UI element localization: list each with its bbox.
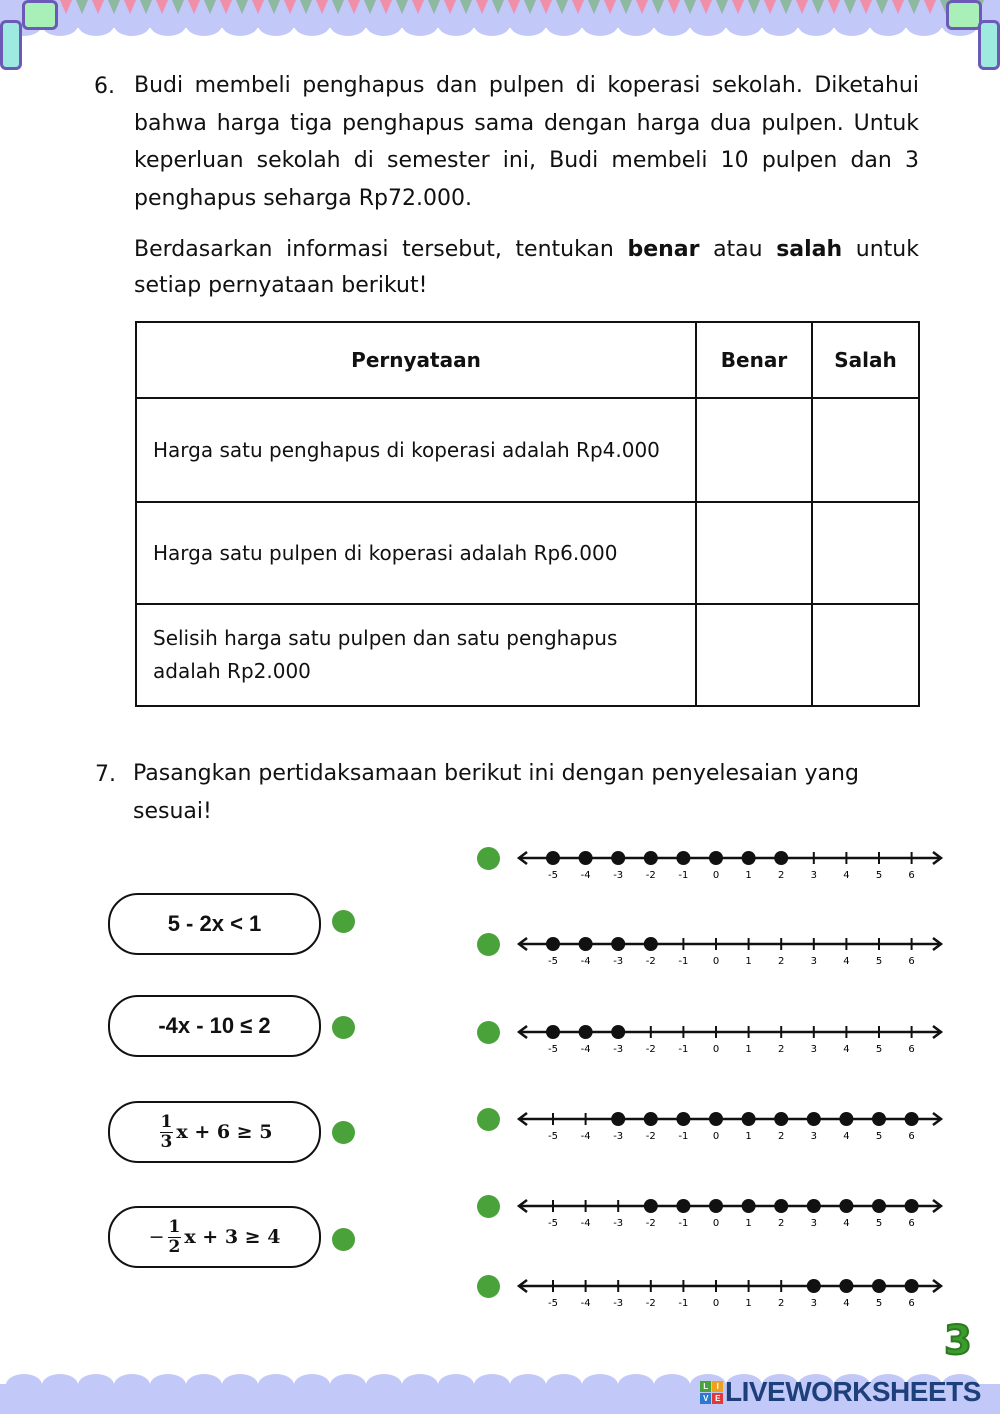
tick-label: -2 [645, 870, 656, 881]
bunting-flag [572, 0, 584, 14]
right-match-dot[interactable] [477, 1195, 500, 1218]
bunting-flag [524, 0, 536, 14]
tick-label: 0 [712, 1131, 720, 1142]
bunting-flag [236, 0, 248, 14]
inequality-math [157, 1113, 273, 1152]
instruction-text: atau [699, 237, 777, 262]
tick-label: 2 [778, 1131, 785, 1142]
solution-point [709, 1112, 723, 1126]
bunting-flag [860, 0, 872, 14]
question-6-number: 6. [94, 74, 115, 99]
solution-point [742, 851, 756, 865]
bunting-flag [300, 0, 312, 14]
bunting-flag [668, 0, 680, 14]
tick-label: -2 [645, 1044, 656, 1055]
instruction-salah: salah [776, 237, 843, 262]
fraction [168, 1218, 182, 1257]
bunting-flag [396, 0, 408, 14]
tick-label: -4 [580, 1131, 591, 1142]
denominator: 2 [168, 1236, 181, 1257]
solution-point [579, 851, 593, 865]
bunting-flag [364, 0, 376, 14]
tick-label: 0 [712, 1298, 720, 1309]
solution-point [742, 1112, 756, 1126]
inequality-box[interactable] [108, 893, 321, 955]
scallop-decoration [366, 1374, 402, 1396]
tick-label: 1 [745, 870, 752, 881]
solution-point [611, 937, 625, 951]
tick-label: 1 [745, 1044, 752, 1055]
solution-point [579, 937, 593, 951]
tick-label: -4 [580, 1298, 591, 1309]
tick-label: 1 [745, 1131, 752, 1142]
benar-checkbox[interactable] [696, 604, 812, 706]
solution-point [839, 1199, 853, 1213]
solution-point [611, 1112, 625, 1126]
solution-point [676, 851, 690, 865]
tick-label: -3 [613, 1044, 624, 1055]
tick-label: 4 [843, 1298, 850, 1309]
table-row [136, 398, 919, 502]
bunting-flag [620, 0, 632, 14]
scallop-decoration [78, 1374, 114, 1396]
question-7-number: 7. [95, 762, 116, 787]
scallop-decoration [510, 14, 546, 36]
tick-label: 6 [908, 870, 915, 881]
solution-point [774, 1199, 788, 1213]
minus-sign: − [148, 1226, 165, 1248]
tick-label: 4 [843, 870, 850, 881]
bunting-flag [188, 0, 200, 14]
scallop-decoration [690, 14, 726, 36]
scallop-decoration [546, 1374, 582, 1396]
right-match-dot[interactable] [477, 1108, 500, 1131]
right-match-dot[interactable] [477, 1021, 500, 1044]
header-pernyataan: Pernyataan [136, 322, 696, 398]
right-match-dot[interactable] [477, 847, 500, 870]
tick-label: -4 [580, 956, 591, 967]
tick-label: 3 [810, 1298, 817, 1309]
bunting-flag [748, 0, 760, 14]
bunting-flag [60, 0, 72, 14]
tick-label: -4 [580, 870, 591, 881]
bunting-flag [268, 0, 280, 14]
scallop-decoration [438, 1374, 474, 1396]
tick-label: -5 [548, 870, 558, 881]
numerator: 1 [160, 1111, 173, 1132]
statement-cell: Selisih harga satu pulpen dan satu penghapus adalah Rp2.000 [136, 604, 696, 706]
bunting-flag [556, 0, 568, 14]
tick-label: 4 [843, 1131, 850, 1142]
tick-label: 2 [778, 1218, 785, 1229]
solution-point [742, 1199, 756, 1213]
bunting-flag [492, 0, 504, 14]
tick-label: 2 [778, 1044, 785, 1055]
numerator: 1 [168, 1216, 181, 1237]
scallop-decoration [186, 14, 222, 36]
statement-cell: Harga satu penghapus di koperasi adalah Rp4.000 [136, 398, 696, 502]
bunting-flag [460, 0, 472, 14]
inequality-box[interactable] [108, 1101, 321, 1163]
tick-label: -2 [645, 1218, 656, 1229]
solution-point [905, 1199, 919, 1213]
inequality-rest: x + 6 ≥ 5 [176, 1121, 273, 1143]
scallop-decoration [6, 1374, 42, 1396]
scallop-decoration [330, 14, 366, 36]
bunting-flag [348, 0, 360, 14]
inequality-rest: x + 3 ≥ 4 [184, 1226, 281, 1248]
bunting-flag [156, 0, 168, 14]
mascot-right-lower-icon [978, 20, 1000, 70]
statement-cell: Harga satu pulpen di koperasi adalah Rp6.000 [136, 502, 696, 604]
logo-letter: L [700, 1381, 711, 1392]
tick-label: 6 [908, 956, 915, 967]
tick-label: 2 [778, 956, 785, 967]
scallop-decoration [222, 14, 258, 36]
benar-checkbox[interactable] [696, 398, 812, 502]
solution-point [807, 1199, 821, 1213]
question-7-text: Pasangkan pertidaksamaan berikut ini dengan penyelesaian yang sesuai! [133, 761, 859, 824]
tick-label: 4 [843, 1218, 850, 1229]
scallop-decoration [834, 14, 870, 36]
number-line [505, 1274, 955, 1314]
tick-label: -1 [678, 1298, 689, 1309]
left-match-dot[interactable] [332, 1228, 355, 1251]
scallop-decoration [906, 14, 942, 36]
bunting-flag [332, 0, 344, 14]
solution-point [839, 1112, 853, 1126]
mascot-left-icon [22, 0, 58, 30]
tick-label: 3 [810, 1044, 817, 1055]
tick-label: 6 [908, 1298, 915, 1309]
tick-label: -5 [548, 956, 558, 967]
tick-label: 3 [810, 1131, 817, 1142]
solution-point [644, 937, 658, 951]
mascot-right-icon [946, 0, 982, 30]
question-6-instruction [134, 232, 919, 304]
bunting-flag [412, 0, 424, 14]
tick-label: -4 [580, 1044, 591, 1055]
bunting-flag [76, 0, 88, 14]
scallop-decoration [870, 14, 906, 36]
scallop-decoration [582, 1374, 618, 1396]
tick-label: 2 [778, 1298, 785, 1309]
solution-point [611, 851, 625, 865]
tick-label: -1 [678, 1044, 689, 1055]
scallop-decoration [762, 14, 798, 36]
salah-checkbox[interactable] [812, 398, 919, 502]
tick-label: -5 [548, 1218, 558, 1229]
logo-letter: I [712, 1381, 723, 1392]
bunting-flag [428, 0, 440, 14]
bunting-flag [204, 0, 216, 14]
solution-point [807, 1112, 821, 1126]
fraction [160, 1113, 174, 1152]
instruction-text: Berdasarkan informasi tersebut, tentukan [134, 237, 628, 262]
solution-point [676, 1199, 690, 1213]
bunting-flag [140, 0, 152, 14]
bunting-flag [588, 0, 600, 14]
tick-label: 0 [712, 1044, 720, 1055]
solution-point [807, 1279, 821, 1293]
scallop-decoration [42, 1374, 78, 1396]
solution-point [872, 1112, 886, 1126]
logo-letter: V [700, 1393, 711, 1404]
right-match-dot[interactable] [477, 1275, 500, 1298]
salah-checkbox[interactable] [812, 604, 919, 706]
solution-point [905, 1112, 919, 1126]
tick-label: 0 [712, 870, 720, 881]
tick-label: 5 [875, 1298, 883, 1309]
scallop-decoration [402, 14, 438, 36]
tick-label: 5 [875, 870, 883, 881]
scallop-decoration [654, 14, 690, 36]
solution-point [644, 1112, 658, 1126]
tick-label: -2 [645, 1298, 656, 1309]
tick-label: 5 [875, 956, 883, 967]
tick-label: 0 [712, 956, 720, 967]
bunting-flag [796, 0, 808, 14]
solution-point [905, 1279, 919, 1293]
bunting-flag [444, 0, 456, 14]
tick-label: 6 [908, 1044, 915, 1055]
top-banner-decoration [0, 0, 1000, 28]
left-match-dot[interactable] [332, 1016, 355, 1039]
tick-label: -3 [613, 870, 624, 881]
bunting-flag [508, 0, 520, 14]
header-benar: Benar [696, 322, 812, 398]
tick-label: -3 [613, 1218, 624, 1229]
scallop-decoration [474, 1374, 510, 1396]
solution-point [546, 1025, 560, 1039]
scallop-decoration [294, 1374, 330, 1396]
scallop-decoration [546, 14, 582, 36]
mascot-left-lower-icon [0, 20, 22, 70]
scallop-decoration [438, 14, 474, 36]
tick-label: -1 [678, 1218, 689, 1229]
scallop-decoration [294, 14, 330, 36]
scallop-decoration [618, 1374, 654, 1396]
scallop-decoration [654, 1374, 690, 1396]
denominator: 3 [160, 1131, 173, 1152]
tick-label: -2 [645, 1131, 656, 1142]
number-line [505, 1194, 955, 1234]
tick-label: -5 [548, 1044, 558, 1055]
true-false-table [135, 321, 920, 707]
bunting-flag [652, 0, 664, 14]
bunting-flag [844, 0, 856, 14]
bunting-flag [284, 0, 296, 14]
tick-label: 1 [745, 1298, 752, 1309]
tick-label: 6 [908, 1131, 915, 1142]
tick-label: -1 [678, 870, 689, 881]
logo-icon [700, 1381, 723, 1404]
bunting-flag [876, 0, 888, 14]
tick-label: 1 [745, 1218, 752, 1229]
tick-label: -2 [645, 956, 656, 967]
liveworksheets-logo [700, 1376, 981, 1408]
solution-point [774, 1112, 788, 1126]
solution-point [644, 851, 658, 865]
scallop-decoration [186, 1374, 222, 1396]
tick-label: -3 [613, 1131, 624, 1142]
scallop-decoration [114, 14, 150, 36]
logo-letter: E [712, 1393, 723, 1404]
scallop-decoration [402, 1374, 438, 1396]
scallop-decoration [222, 1374, 258, 1396]
scallop-decoration [618, 14, 654, 36]
tick-label: 5 [875, 1218, 883, 1229]
table-row [136, 604, 919, 706]
instruction-benar: benar [627, 237, 700, 262]
bunting-flag [604, 0, 616, 14]
page-number: 3 [944, 1318, 972, 1364]
scallop-decoration [258, 14, 294, 36]
bunting-flag [380, 0, 392, 14]
tick-label: 5 [875, 1044, 883, 1055]
scallop-decoration [582, 14, 618, 36]
solution-point [546, 937, 560, 951]
solution-point [774, 851, 788, 865]
bunting-flag [700, 0, 712, 14]
number-line [505, 846, 955, 886]
scallop-decoration [798, 14, 834, 36]
bunting-flag [684, 0, 696, 14]
bunting-flag [764, 0, 776, 14]
tick-label: 5 [875, 1131, 883, 1142]
tick-label: -5 [548, 1298, 558, 1309]
bunting-flag [716, 0, 728, 14]
right-match-dot[interactable] [477, 933, 500, 956]
solution-point [709, 851, 723, 865]
solution-point [579, 1025, 593, 1039]
tick-label: 2 [778, 870, 785, 881]
solution-point [839, 1279, 853, 1293]
inequality-box[interactable] [108, 995, 321, 1057]
scallop-decoration [474, 14, 510, 36]
instruction-text: untuk setiap pernyataan berikut! [134, 237, 919, 298]
scallop-decoration [366, 14, 402, 36]
tick-label: -3 [613, 956, 624, 967]
tick-label: -4 [580, 1218, 591, 1229]
table-header-row [136, 322, 919, 398]
scallop-decoration [150, 1374, 186, 1396]
scallop-decoration [510, 1374, 546, 1396]
bunting-flag [252, 0, 264, 14]
number-line [505, 1107, 955, 1147]
tick-label: -1 [678, 956, 689, 967]
left-match-dot[interactable] [332, 910, 355, 933]
bunting-flag [476, 0, 488, 14]
bunting-flag [172, 0, 184, 14]
tick-label: 0 [712, 1218, 720, 1229]
solution-point [872, 1279, 886, 1293]
inequality-box[interactable] [108, 1206, 321, 1268]
number-line [505, 1020, 955, 1060]
left-match-dot[interactable] [332, 1121, 355, 1144]
bunting-flag [220, 0, 232, 14]
bunting-flag [636, 0, 648, 14]
solution-point [644, 1199, 658, 1213]
bunting-flag [908, 0, 920, 14]
number-line [505, 932, 955, 972]
scallop-decoration [726, 14, 762, 36]
bunting-flag [892, 0, 904, 14]
tick-label: 3 [810, 870, 817, 881]
bunting-flag [124, 0, 136, 14]
scallop-decoration [330, 1374, 366, 1396]
question-6-text: Budi membeli penghapus dan pulpen di koperasi sekolah. Diketahui bahwa harga tiga penghapus sama dengan harga dua pulpen. Untuk keperluan sekolah di semester ini, Budi membeli 10 pulpen dan 3 penghapus seharga Rp72.000. [134, 73, 919, 211]
solution-point [546, 851, 560, 865]
bunting-flag [540, 0, 552, 14]
inequality-text: -4x - 10 ≤ 2 [158, 1013, 271, 1038]
solution-point [676, 1112, 690, 1126]
inequality-math [149, 1218, 281, 1257]
bunting-flag [812, 0, 824, 14]
bunting-flag [316, 0, 328, 14]
bunting-flag [924, 0, 936, 14]
bunting-flag [108, 0, 120, 14]
tick-label: 4 [843, 956, 850, 967]
bunting-flag [780, 0, 792, 14]
bunting-flag [732, 0, 744, 14]
tick-label: -1 [678, 1131, 689, 1142]
header-salah: Salah [812, 322, 919, 398]
solution-point [611, 1025, 625, 1039]
scallop-decoration [150, 14, 186, 36]
solution-point [709, 1199, 723, 1213]
tick-label: -3 [613, 1298, 624, 1309]
bunting-flag [92, 0, 104, 14]
salah-checkbox[interactable] [812, 502, 919, 604]
bunting-flag [828, 0, 840, 14]
scallop-decoration [258, 1374, 294, 1396]
benar-checkbox[interactable] [696, 502, 812, 604]
tick-label: -5 [548, 1131, 558, 1142]
logo-text: LIVEWORKSHEETS [725, 1376, 981, 1407]
scallop-decoration [114, 1374, 150, 1396]
solution-point [872, 1199, 886, 1213]
inequality-text: 5 - 2x < 1 [167, 911, 262, 936]
scallop-decoration [78, 14, 114, 36]
tick-label: 1 [745, 956, 752, 967]
tick-label: 4 [843, 1044, 850, 1055]
tick-label: 3 [810, 1218, 817, 1229]
table-row [136, 502, 919, 604]
tick-label: 6 [908, 1218, 915, 1229]
tick-label: 3 [810, 956, 817, 967]
